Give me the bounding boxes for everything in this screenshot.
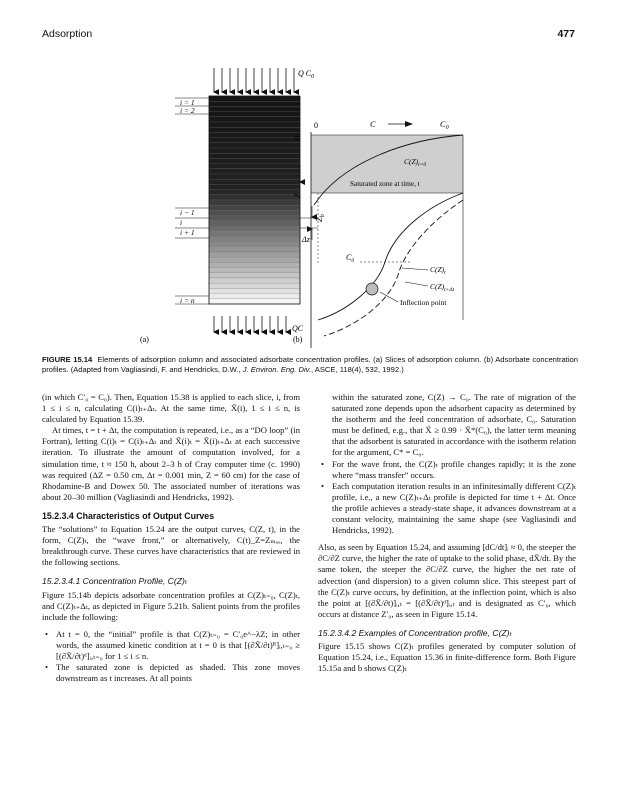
panel-b-profiles	[292, 119, 463, 348]
paragraph: The “solutions” to Equation 15.24 are the output curves, C(Z, t), in the form, C(Z)ₜ, the “wave front,” or alternatively, C(t)_Z=Zₘₐₓ, the breakthrough curve. These curves have characteristics that are reviewed in the following sections.	[42, 524, 300, 568]
column-slice	[209, 158, 300, 163]
column-slice	[209, 221, 300, 226]
figure-15-14	[0, 0, 617, 352]
top-flow-label: Q $C_0$	[298, 69, 315, 80]
caption-journal: J. Environ. Eng. Div.	[242, 365, 311, 375]
column-slice	[209, 247, 300, 252]
slice-label-1: i = 1	[180, 98, 195, 107]
slice-label-i-minus-1: i − 1	[180, 208, 195, 217]
c0-prime-label: $C_0$	[346, 253, 355, 264]
column-slice	[209, 96, 300, 101]
column-slice	[209, 257, 300, 262]
saturated-zone-label: Saturated zone at time, t	[350, 180, 420, 188]
caption-label: FIGURE 15.14	[42, 355, 93, 364]
column-slice	[209, 242, 300, 247]
curve-t-label: $C(Z)_t$	[430, 265, 446, 276]
bottom-flow-label: QC	[292, 324, 304, 333]
column-slice	[209, 294, 300, 299]
bullet-item: • For the wave front, the C(Z)ₜ profile changes rapidly; it is the zone where “mass transfer” occurs.	[318, 459, 576, 481]
c0-label: $C_0$	[440, 119, 449, 131]
column-slice	[209, 127, 300, 132]
column-slice	[209, 184, 300, 189]
column-slice	[209, 195, 300, 200]
paragraph: At times, t = t + Δt, the computation is repeated, i.e., as a “DO loop” (in Fortran), letting C(i)ₜ = C(i)ₜ₊Δₜ and X̄(i)ₜ = X̄(i)ₜ₊Δₜ at each successive iteration. To illustrate the amount of computation involved, for a simulation time, t ≈ 150 h, about 2–3 h of Cray computer time (c. 1990) was required (ΔZ = 0.50 cm, Δt = 0.001 min, Z = 60 cm) for the case of Rhodamine-B and Dowex 50. The associated number of iterations was about 20–30 million (Vagliasindi and Hendricks, 1992).	[42, 425, 300, 502]
column-slice	[209, 262, 300, 267]
slice-label-2: i = 2	[180, 106, 195, 115]
subsection-heading: 15.2.3.4.2 Examples of Concentration profile, C(Z)ₜ	[318, 627, 513, 638]
column-slice	[209, 205, 300, 210]
outflow-arrows	[214, 316, 286, 332]
column-slice	[209, 288, 300, 293]
column-slice	[209, 174, 300, 179]
column-slice	[209, 138, 300, 143]
inflection-point-marker	[366, 283, 378, 295]
paragraph: Figure 15.15 shows C(Z)ₜ profiles generated by computer solution of Equation 15.24, i.e., Equation 15.36 in finite-difference form. Both Figure 15.15a and b shows C(Z)ₜ	[318, 640, 576, 674]
inflow-arrows	[214, 68, 294, 92]
initial-curve-label: $C(Z)_{t=0}$	[404, 157, 427, 168]
column-slice	[209, 273, 300, 278]
slice-label-n: i = n	[180, 296, 195, 305]
column-slices	[209, 96, 300, 304]
column-slice	[209, 148, 300, 153]
zb-label: $Z_b$	[314, 214, 326, 222]
column-slice	[209, 122, 300, 127]
dz-label: Δz	[302, 235, 310, 244]
column-slice	[209, 226, 300, 231]
column-slice	[209, 268, 300, 273]
running-title: Adsorption	[42, 28, 93, 40]
column-slice	[209, 143, 300, 148]
left-column	[42, 392, 300, 684]
section-heading: 15.2.3.4 Characteristics of Output Curves	[42, 510, 215, 521]
paragraph: within the saturated zone, C(Z) → C₀. The rate of migration of the saturated zone depends upon the adsorbent capacity as determined by the isotherm and the feed concentration of adsorbate, C₀. Saturation must be defined, e.g., that X̄ ≥ 0.99 · X̄*(C₀), the latter term meaning that the adsorbent is saturated in accordance with the isotherm relation for the argument, C* = C₀.	[332, 392, 576, 458]
vertical-zero-label: 0	[293, 136, 302, 140]
panel-b-label: (b)	[293, 335, 303, 344]
column-slice	[209, 112, 300, 117]
subsection-heading: 15.2.3.4.1 Concentration Profile, C(Z)ₜ	[42, 576, 188, 587]
inflection-label: Inflection point	[400, 298, 447, 307]
column-slice	[209, 252, 300, 257]
column-slice	[209, 210, 300, 215]
curve-tdt-label: $C(Z)_{t+\Delta t}$	[430, 282, 455, 293]
paragraph: Also, as seen by Equation 15.24, and assuming [dC/dt]ᵢ ≈ 0, the steeper the ∂C/∂Z curve, the higher the rate of uptake to the solid phase, dX̄/dt. By the same token, the steeper the ∂C/∂Z curve, the higher the net rate of advection (and dispersion) to a given column slice. This steepest part of the C(Z)ₜ curve occurs, by definition, at the inflection point, which is also the point at [(∂X̄/∂t)]ᵢ,ₜ = [(∂X̄/∂t)ᵈ]ᵢ,ₜ and is designated as C′₀, which occurs at distance Z′₀, as seen in Figure 15.14.	[318, 542, 576, 619]
page-number: 477	[557, 28, 575, 40]
right-column	[318, 392, 576, 674]
bullet-item: • Each computation iteration results in an infinitesimally different C(Z)ₜ profile, i.e., a new C(Z)ₜ₊Δₜ profile is depicted for time t + Δt. Once the profile achieves a steady-state shape, it advances downstream at a constant velocity, maintaining the same shape (see Vagliasindi and Hendricks, 1992).	[318, 481, 576, 536]
z-axis-label: Z	[292, 193, 302, 198]
column-slice	[209, 169, 300, 174]
slice-label-i: i	[180, 218, 183, 227]
column-slice	[209, 101, 300, 106]
c-axis-label: C	[370, 119, 376, 129]
paragraph: Figure 15.14b depicts adsorbate concentration profiles at C(Z)ₜ₌₀, C(Z)ₜ, and C(Z)ₜ₊Δₜ, as depicted in Figure 5.21b. Salient points from the profiles include the following:	[42, 589, 300, 622]
column-slice	[209, 132, 300, 137]
column-slice	[209, 278, 300, 283]
column-slice	[209, 200, 300, 205]
panel-a-column	[140, 68, 318, 344]
bullet-item: • The saturated zone is depicted as shaded. This zone moves downstream as t increases. At all points	[42, 662, 300, 684]
column-slice	[209, 236, 300, 241]
slice-label-i-plus-1: i + 1	[180, 228, 195, 237]
caption-end: , ASCE, 118(4), 532, 1992.)	[311, 365, 404, 375]
column-slice	[209, 216, 300, 221]
column-slice	[209, 117, 300, 122]
column-slice	[209, 164, 300, 169]
column-slice	[209, 299, 300, 304]
panel-a-label: (a)	[140, 335, 149, 344]
figure-caption	[42, 355, 578, 376]
bullet-item: • At t = 0, the “initial” profile is that C(Z)ₜ₌₀ = C′₀e^−λZ; in other words, the assumed kinetic condition at t = 0 is that [(∂X̄/∂t)ᴿ]ᵢ,ₜ₌₀ ≥ [(∂X̄/∂t)ᵈ]ᵢ,ₜ₌₀ for 1 ≤ i ≤ n.	[42, 629, 300, 662]
caption-text: Elements of adsorption column and associated adsorbate concentration profiles. (a) Slices of adsorption column. (b) Adsorbate concentration profiles. (Adapted from Vagliasindi, F. and Hendricks, D.W.,	[42, 355, 578, 375]
column-slice	[209, 190, 300, 195]
column-slice	[209, 283, 300, 288]
column-slice	[209, 231, 300, 236]
paragraph: (in which C′₀ = C₀). Then, Equation 15.38 is applied to each slice, i, from 1 ≤ i ≤ n, calculating C(i)ₜ₊Δₜ. At the same time, X̄(i), 1 ≤ i ≤ n, is calculated by Equation 15.39.	[42, 392, 300, 425]
origin-label: 0	[314, 121, 318, 130]
column-slice	[209, 106, 300, 111]
column-slice	[209, 153, 300, 158]
column-slice	[209, 179, 300, 184]
